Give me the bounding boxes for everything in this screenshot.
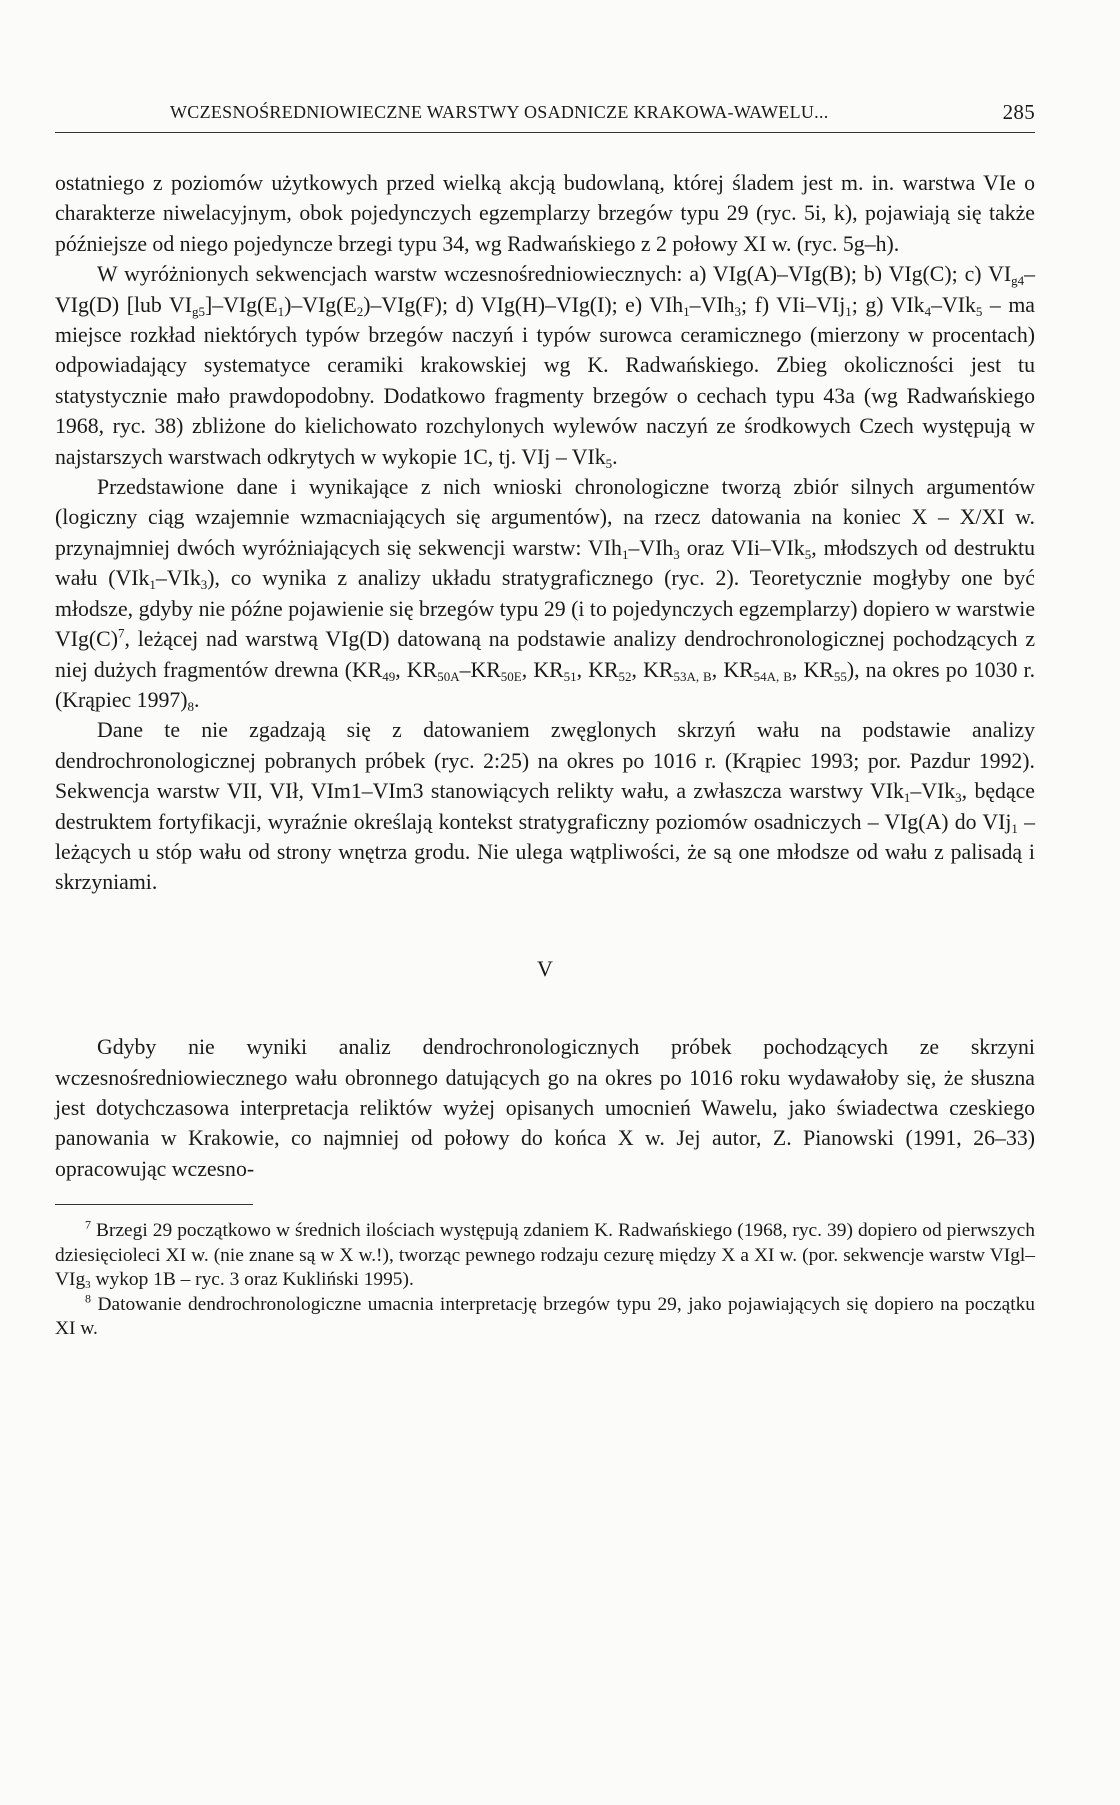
paragraph-5: Gdyby nie wyniki analiz dendrochronologicznych próbek pochodzących ze skrzyni wczesnośredniowiecznego wału obronnego datujących go na okres po 1016 roku wydawałoby się, że słuszna jest dotychczasowa interpretacja reliktów wyżej opisanych umocnień Wawelu, jako świadectwa czeskiego panowania w Krakowie, co najmniej od połowy do końca X w. Jej autor, Z. Pianowski (1991, 26–33) opracowując wczesno-	[55, 1035, 1035, 1181]
text-run: , KR	[576, 657, 619, 682]
subscript: 5	[804, 546, 812, 562]
subscript: 1	[149, 577, 156, 593]
subscript: 53A, B	[673, 668, 712, 684]
subscript: 1	[903, 790, 911, 806]
text-run: –VIk	[931, 292, 976, 317]
subscript: 1	[845, 303, 852, 319]
subscript: 1	[1011, 820, 1018, 836]
text-run: Przedstawione dane i wynikające z nich wnioski chronologiczne tworzą zbiór silnych argumentów (logiczny ciąg wzajemnie wzmacniających się argumentów), na rzecz datowania na koniec X – X/XI w. przynajmniej dwóch wyróżniających się sekwencji warstw: VIh	[55, 475, 1035, 560]
subscript: 49	[382, 668, 396, 684]
text-run: , KR	[791, 657, 834, 682]
text-run: Datowanie dendrochronologiczne umacnia interpretację brzegów typu 29, jako pojawiających się dopiero na początku XI w.	[55, 1293, 1035, 1340]
section-heading: V	[537, 955, 553, 981]
text-run: .	[612, 444, 618, 469]
text-run: , KR	[521, 657, 564, 682]
text-run: ]–VIg(E	[204, 292, 278, 317]
subscript: 3	[734, 303, 741, 319]
text-run: ; f) VIi–VIj	[740, 292, 846, 317]
text-run: ; g) VIk	[851, 292, 925, 317]
subscript: 5	[605, 455, 613, 471]
footnotes	[55, 1219, 1035, 1342]
subscript: 1	[683, 303, 690, 319]
subscript: 51	[563, 668, 577, 684]
text-run: Brzegi 29 początkowo w średnich ilościach występują zdaniem K. Radwańskiego (1968, ryc. 39) dopiero od pierwszych dziesięcioleci XI w. (nie znane są w X w.!), tworząc pewnego rodzaju cezurę między X a XI w. (por. sekwencje warstw VIgl–VIg	[55, 1220, 1035, 1291]
header-rule	[55, 132, 1035, 133]
text-run: –VIg(D) [lub VI	[55, 262, 1035, 317]
paragraph-1: ostatniego z poziomów użytkowych przed wielką akcją budowlaną, której śladem jest m. in. warstwa VIe o charakterze niwelacyjnym, obok pojedynczych egzemplarzy brzegów typu 29 (ryc. 5i, k), pojawiają się także późniejsze od niego pojedyncze brzegi typu 34, wg Radwańskiego z 2 połowy XI w. (ryc. 5g–h).	[55, 171, 1035, 256]
text-run: –KR	[459, 657, 501, 682]
subscript: 52	[618, 668, 632, 684]
subscript: 1	[277, 303, 285, 319]
subscript: g4	[1011, 273, 1025, 289]
running-title: WCZESNOŚREDNIOWIECZNE WARSTWY OSADNICZE KRAKOWA-WAWELU...	[170, 102, 829, 122]
text-run: –VIk	[910, 779, 956, 804]
text-run: .	[194, 687, 200, 712]
text-run: –VIk	[155, 566, 201, 591]
subscript: 2	[356, 303, 364, 319]
subscript: g5	[191, 303, 205, 319]
subscript: 3	[955, 790, 962, 806]
page-number: 285	[1002, 100, 1035, 124]
text-run: )–VIg(F); d) VIg(H)–VIg(I); e) VIh	[363, 292, 684, 317]
text-run: , leżącej nad warstwą VIg(D) datowaną na podstawie analizy dendrochronologicznej pochodzących z niej dużych fragmentów drewna (KR	[55, 627, 1035, 682]
footnote-7	[55, 1219, 1035, 1293]
footnote-rule	[55, 1204, 253, 1205]
text-run: wykop 1B – ryc. 3 oraz Kukliński 1995).	[90, 1269, 414, 1291]
subscript: 3	[200, 577, 208, 593]
subscript: 55	[833, 668, 847, 684]
text-run: , KR	[631, 657, 674, 682]
paragraph-3	[55, 472, 1035, 715]
text-run: oraz VIi–VIk	[679, 535, 805, 560]
footnote-marker: 8	[85, 1291, 91, 1306]
text-run: , KR	[711, 657, 754, 682]
subscript: 50A	[437, 668, 460, 684]
text-run: W wyróżnionych sekwencjach warstw wczesnośredniowiecznych: a) VIg(A)–VIg(B); b) VIg(C); c) VI	[97, 262, 1012, 287]
text-run: ), co wynika z analizy układu stratygraficznego (ryc. 2). Teoretycznie mogłyby one być młodsze, gdyby nie późne pojawienie się brzegów typu 29 (i to pojedynczych egzemplarzy) dopiero w warstwie VIg(C)	[55, 566, 1035, 652]
footnote-marker: 7	[85, 1217, 91, 1232]
subscript: 1	[621, 546, 629, 562]
text-run: –VIh	[628, 535, 674, 560]
subscript: 5	[975, 303, 983, 319]
text-run: ), na okres po 1030 r. (Krąpiec 1997)	[55, 657, 1036, 712]
text-run: – leżących u stóp wału od strony wnętrza grodu. Nie ulega wątpliwości, że są one młodsze od wału z palisadą i skrzyniami.	[55, 809, 1035, 895]
subscript: 50E	[500, 668, 522, 684]
text-run: – ma miejsce rozkład niektórych typów brzegów naczyń i typów surowca ceramicznego (mierzony w procentach) odpowiadający systematyce ceramiki krakowskiej wg K. Radwańskiego. Zbieg okoliczności jest tu statystycznie mało prawdopodobny. Dodatkowo fragmenty brzegów o cechach typu 43a (wg Radwańskiego 1968, ryc. 38) zbliżone do kielichowato rozchylonych wylewów naczyń ze środkowych Czech występują w najstarszych warstwach odkrytych w wykopie 1C, tj. VIj – VIk	[55, 292, 1035, 469]
paragraph-2	[55, 259, 1035, 472]
text-run: , KR	[395, 657, 438, 682]
subscript: 8	[187, 698, 195, 714]
subscript: 3	[85, 1279, 91, 1292]
text-run: , będące destruktem fortyfikacji, wyraźnie określają kontekst stratygraficzny poziomów osadniczych – VIg(A) do VIj	[55, 779, 1035, 834]
text-run: )–VIg(E	[284, 292, 357, 317]
subscript: 4	[924, 303, 932, 319]
footnote-ref-7[interactable]: 7	[117, 625, 125, 641]
text-run: Dane te nie zgadzają się z datowaniem zwęglonych skrzyń wału na podstawie analizy dendrochronologicznej pobranych próbek (ryc. 2:25) na okres po 1016 r. (Krąpiec 1993; por. Pazdur 1992). Sekwencja warstw VII, VIł, VIm1–VIm3 stanowiących relikty wału, a zwłaszcza warstwy VIk	[55, 718, 1035, 804]
text-run: , młodszych od destruktu wału (VIk	[55, 535, 1035, 591]
paragraph-4	[55, 715, 1035, 897]
text-run: –VIh	[689, 292, 735, 317]
subscript: 54A, B	[753, 668, 792, 684]
main-text	[55, 168, 1035, 1342]
footnote-8	[55, 1293, 1035, 1342]
subscript: 3	[673, 546, 680, 562]
